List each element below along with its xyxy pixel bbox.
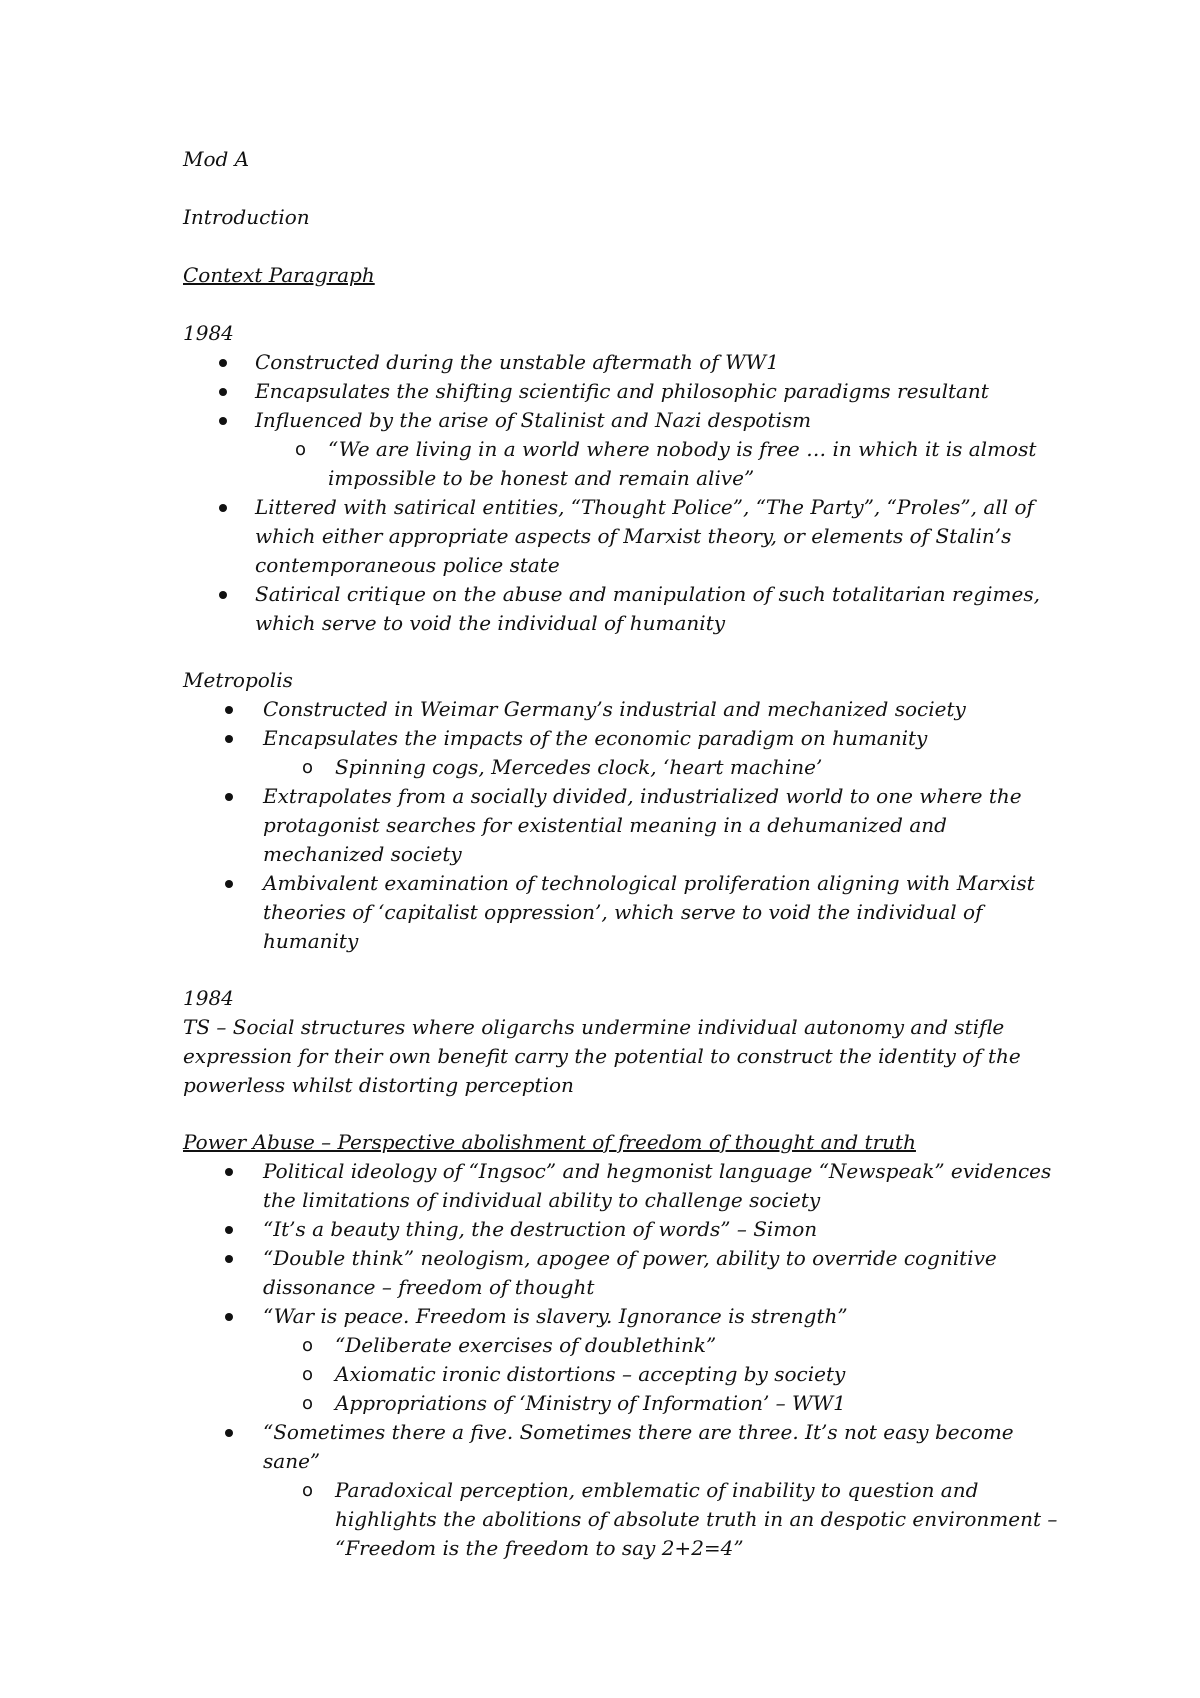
sub-bullet-icon: o xyxy=(302,1393,314,1414)
list-item: Constructed in Weimar Germany’s industrial and mechanized society xyxy=(183,695,1063,724)
doc-title: Mod A xyxy=(183,147,250,171)
bullet-list-metropolis xyxy=(183,695,1063,956)
introduction-heading: Introduction xyxy=(183,205,310,229)
thesis-statement: TS – Social structures where oligarchs undermine individual autonomy and stifle expression for their own benefit carry the potential to construct the identity of the powerless whilst distorting perception xyxy=(183,1015,1021,1097)
sub-list-item xyxy=(183,435,1063,493)
bullet-list-1984 xyxy=(183,348,1063,638)
section-1984-heading: 1984 xyxy=(183,321,234,345)
list-item: Encapsulates the shifting scientific and philosophic paradigms resultant xyxy=(183,377,1063,406)
sub-list-item-text: Spinning cogs, Mercedes clock, ‘heart machine’ xyxy=(335,755,823,779)
sub-list-item xyxy=(183,1360,1063,1389)
sub-bullet-icon: o xyxy=(302,1364,314,1385)
list-item: “It’s a beauty thing, the destruction of words” – Simon xyxy=(183,1215,1063,1244)
sub-list-item-text: “Deliberate exercises of doublethink” xyxy=(335,1333,717,1357)
list-item: Encapsulates the impacts of the economic paradigm on humanity xyxy=(183,724,1063,753)
section-1984-ts-heading: 1984 xyxy=(183,986,234,1010)
list-item: “Double think” neologism, apogee of power, ability to override cognitive dissonance – freedom of thought xyxy=(183,1244,1063,1302)
list-item: Satirical critique on the abuse and manipulation of such totalitarian regimes, which serve to void the individual of humanity xyxy=(183,580,1063,638)
section-metropolis-heading: Metropolis xyxy=(183,668,293,692)
list-item: Extrapolates from a socially divided, industrialized world to one where the protagonist searches for existential meaning in a dehumanized and mechanized society xyxy=(183,782,1063,869)
list-item: Constructed during the unstable aftermath of WW1 xyxy=(183,348,1063,377)
sub-bullet-icon: o xyxy=(302,757,314,778)
document-body xyxy=(183,145,1063,1563)
sub-bullet-icon: o xyxy=(302,1335,314,1356)
list-item: “Sometimes there a five. Sometimes there are three. It’s not easy become sane” xyxy=(183,1418,1063,1476)
list-item: Littered with satirical entities, “Thought Police”, “The Party”, “Proles”, all of which either appropriate aspects of Marxist theory, or elements of Stalin’s contemporaneous police state xyxy=(183,493,1063,580)
section-power-heading: Power Abuse – Perspective abolishment of freedom of thought and truth xyxy=(183,1130,916,1154)
sub-list-item-text: Paradoxical perception, emblematic of inability to question and highlights the abolitions of absolute truth in an despotic environment – “Freedom is the freedom to say 2+2=4” xyxy=(335,1478,1058,1560)
sub-list-item-text: “We are living in a world where nobody is free … in which it is almost impossible to be honest and remain alive” xyxy=(328,437,1037,490)
sub-bullet-icon: o xyxy=(302,1480,314,1501)
sub-list-item xyxy=(183,753,1063,782)
sub-list-item xyxy=(183,1476,1063,1563)
list-item: Political ideology of “Ingsoc” and hegmonist language “Newspeak” evidences the limitations of individual ability to challenge society xyxy=(183,1157,1063,1215)
list-item: Ambivalent examination of technological proliferation aligning with Marxist theories of ‘capitalist oppression’, which serve to void the individual of humanity xyxy=(183,869,1063,956)
context-heading: Context Paragraph xyxy=(183,263,375,287)
sub-list-item xyxy=(183,1331,1063,1360)
list-item: “War is peace. Freedom is slavery. Ignorance is strength” xyxy=(183,1302,1063,1331)
sub-list-item xyxy=(183,1389,1063,1418)
list-item: Influenced by the arise of Stalinist and Nazi despotism xyxy=(183,406,1063,435)
bullet-list-power xyxy=(183,1157,1063,1563)
sub-list-item-text: Axiomatic ironic distortions – accepting by society xyxy=(335,1362,846,1386)
sub-list-item-text: Appropriations of ‘Ministry of Information’ – WW1 xyxy=(335,1391,846,1415)
sub-bullet-icon: o xyxy=(295,439,307,460)
